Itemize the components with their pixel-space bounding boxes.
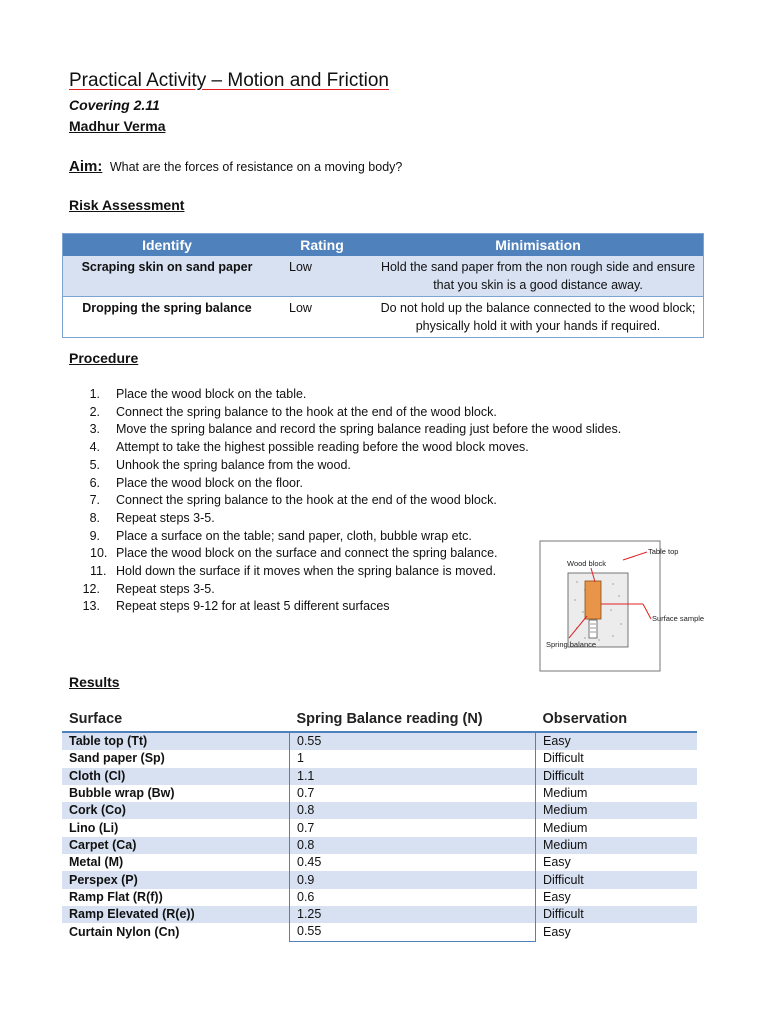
results-reading: 0.55	[290, 732, 536, 750]
results-observation: Easy	[543, 924, 571, 939]
page-subtitle: Covering 2.11	[69, 97, 160, 113]
risk-minimisation: Hold the sand paper from the non rough side and ensure that you skin is a good distance away.	[373, 256, 704, 297]
step-number: 2.	[89, 404, 100, 419]
results-surface: Ramp Elevated (R(e))	[62, 906, 290, 923]
table-row	[62, 768, 697, 785]
risk-header-row	[63, 234, 704, 257]
results-surface: Cloth (Cl)	[62, 768, 290, 785]
results-observation: Medium	[536, 802, 698, 819]
table-row	[63, 256, 704, 297]
step-text: Repeat steps 3-5.	[116, 581, 215, 596]
list-item	[78, 404, 736, 422]
results-reading: 0.8	[290, 802, 536, 819]
results-observation: Difficult	[536, 906, 698, 923]
list-item	[78, 457, 528, 475]
step-text: Place the wood block on the surface and connect the spring balance.	[116, 546, 498, 561]
table-row	[62, 854, 697, 871]
table-row	[62, 871, 697, 888]
list-item	[78, 475, 528, 493]
table-row	[62, 819, 697, 836]
table-row	[62, 906, 697, 923]
results-reading: 0.45	[290, 854, 536, 871]
table-row	[62, 785, 697, 802]
results-reading: 0.55	[290, 923, 536, 941]
results-header-row	[62, 706, 697, 732]
step-text: Place a surface on the table; sand paper, cloth, bubble wrap etc.	[116, 528, 472, 543]
results-reading: 0.7	[290, 819, 536, 836]
procedure-list	[78, 386, 622, 616]
step-number: 11.	[90, 564, 107, 579]
risk-identify: Scraping skin on sand paper	[63, 256, 272, 297]
list-item	[78, 581, 528, 599]
list-item	[78, 386, 528, 404]
results-surface: Perspex (P)	[62, 871, 290, 888]
label-wood-block: Wood block	[567, 559, 607, 568]
table-row	[62, 732, 697, 750]
table-row	[63, 297, 704, 338]
step-number: 9.	[89, 528, 100, 543]
results-observation: Difficult	[543, 751, 584, 766]
step-text: Connect the spring balance to the hook at the end of the wood block.	[116, 493, 497, 508]
step-text: Place the wood block on the floor.	[116, 475, 303, 490]
results-body	[62, 732, 697, 941]
results-observation: Medium	[536, 837, 698, 854]
table-row	[62, 802, 697, 819]
step-number: 10.	[90, 546, 108, 561]
risk-table	[62, 233, 704, 338]
results-reading: 1.25	[290, 906, 536, 923]
step-text: Move the spring balance and record the spring balance reading just before the wood slides.	[116, 422, 622, 437]
results-surface: Cork (Co)	[62, 802, 290, 819]
results-observation: Medium	[543, 786, 588, 801]
table-row	[62, 750, 697, 767]
table-row	[62, 889, 697, 906]
step-text: Repeat steps 9-12 for at least 5 different surfaces	[116, 599, 390, 614]
list-item	[78, 510, 528, 528]
label-surface-sample: Surface sample	[652, 614, 705, 623]
list-item	[78, 563, 528, 581]
results-reading: 0.8	[290, 837, 536, 854]
risk-rating: Low	[271, 256, 373, 297]
risk-heading: Risk Assessment	[69, 197, 185, 213]
risk-identify: Dropping the spring balance	[63, 297, 272, 338]
results-table	[62, 706, 697, 942]
step-number: 5.	[89, 457, 100, 472]
results-surface: Lino (Li)	[69, 820, 119, 835]
step-text: Attempt to take the highest possible reading before the wood block moves.	[116, 440, 529, 455]
results-observation: Easy	[543, 855, 571, 870]
list-item	[78, 545, 528, 563]
results-observation: Easy	[543, 889, 571, 904]
step-number: 1.	[89, 387, 100, 401]
author-name: Madhur Verma	[69, 118, 166, 134]
results-reading: 0.6	[290, 889, 536, 906]
step-number: 7.	[89, 493, 100, 508]
aim-line	[69, 158, 402, 175]
risk-col-rating: Rating	[271, 234, 373, 257]
step-text: Unhook the spring balance from the wood.	[116, 457, 351, 472]
table-row	[62, 837, 697, 854]
risk-rating: Low	[271, 297, 373, 338]
procedure-heading: Procedure	[69, 350, 139, 366]
table-row	[62, 923, 697, 941]
aim-label: Aim:	[69, 158, 103, 175]
results-surface: Bubble wrap (Bw)	[69, 786, 175, 801]
risk-col-identify: Identify	[63, 234, 272, 257]
list-item	[78, 439, 736, 457]
results-heading: Results	[69, 674, 120, 690]
list-item	[78, 528, 528, 546]
friction-diagram	[539, 540, 719, 672]
results-surface: Sand paper (Sp)	[69, 751, 165, 766]
aim-text: What are the forces of resistance on a moving body?	[109, 160, 403, 174]
risk-minimisation: Do not hold up the balance connected to the wood block; physically hold it with your hands if required.	[373, 297, 704, 338]
wood-block-shape	[585, 581, 601, 619]
spring-balance-shape	[589, 620, 597, 638]
results-surface: Curtain Nylon (Cn)	[69, 924, 180, 939]
step-number: 4.	[89, 440, 100, 455]
results-observation: Medium	[543, 820, 588, 835]
results-surface: Carpet (Ca)	[62, 837, 290, 854]
results-col-observation: Observation	[536, 706, 698, 732]
results-reading: 0.7	[290, 785, 536, 802]
step-number: 6.	[89, 475, 100, 490]
results-observation: Difficult	[536, 768, 698, 785]
results-surface: Metal (M)	[69, 855, 124, 870]
step-number: 13.	[82, 599, 100, 614]
results-observation: Easy	[536, 732, 698, 750]
list-item	[78, 598, 528, 616]
results-reading: 0.9	[290, 871, 536, 888]
step-text: Repeat steps 3-5.	[116, 510, 215, 525]
risk-col-minimisation: Minimisation	[373, 234, 704, 257]
page-title: Practical Activity – Motion and Friction	[69, 70, 389, 91]
results-reading: 1.1	[290, 768, 536, 785]
list-item	[78, 421, 736, 439]
step-number: 8.	[89, 510, 100, 525]
step-number: 12.	[82, 581, 100, 596]
label-spring-balance: Spring balance	[546, 640, 597, 649]
results-reading: 1	[290, 750, 536, 767]
list-item	[78, 492, 736, 510]
step-text: Place the wood block on the table.	[116, 387, 307, 401]
step-number: 3.	[89, 422, 100, 437]
results-col-surface: Surface	[62, 706, 290, 732]
results-observation: Difficult	[536, 871, 698, 888]
step-text: Connect the spring balance to the hook at the end of the wood block.	[116, 404, 497, 419]
label-table-top: Table top	[648, 547, 679, 556]
results-surface: Table top (Tt)	[62, 732, 290, 750]
step-text: Hold down the surface if it moves when the spring balance is moved.	[116, 564, 497, 579]
results-surface: Ramp Flat (R(f))	[69, 889, 163, 904]
results-col-reading: Spring Balance reading (N)	[290, 706, 536, 732]
